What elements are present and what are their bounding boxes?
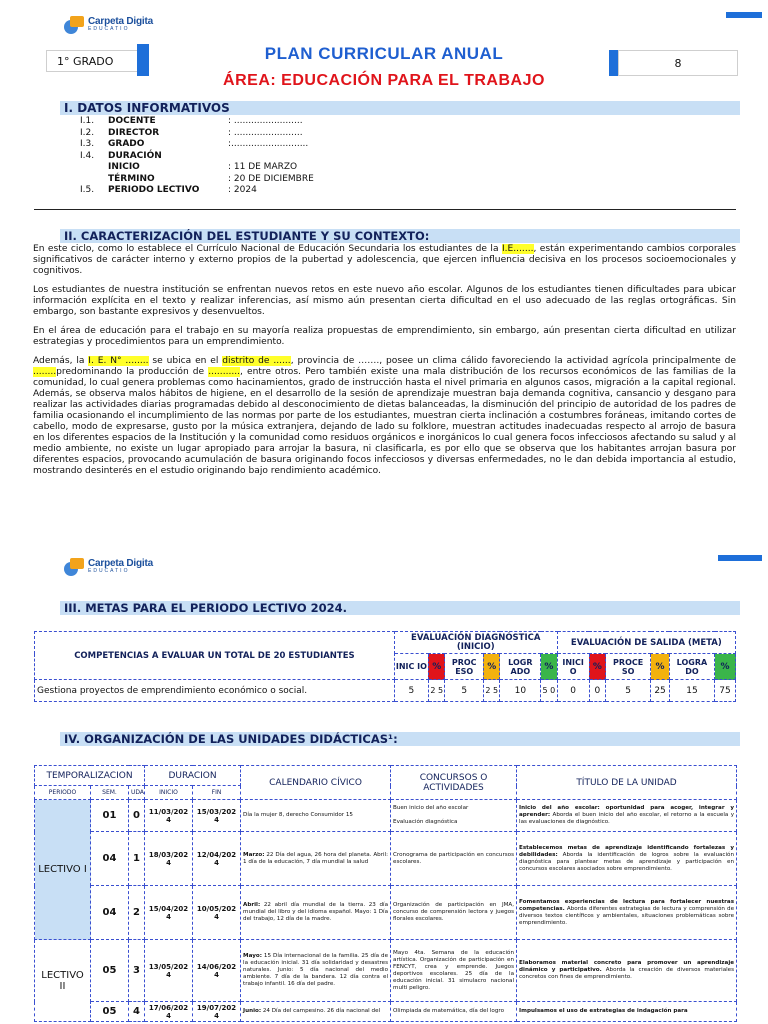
datos-row: I.1. DOCENTE : ........................ (80, 116, 303, 126)
section-divider (34, 209, 736, 210)
page-number: 8 (674, 56, 682, 70)
datos-row: I.3. GRADO :........................... (80, 139, 309, 149)
brand-name: Carpeta Digita (88, 15, 153, 27)
metas-row: Gestiona proyectos de emprendimiento económico o social. 5 2 5 5 2 5 10 5 0 0 0 5 25 15 75 (35, 680, 736, 702)
caracterizacion-body (33, 244, 736, 477)
corner-accent-bar (726, 12, 762, 18)
folder-globe-icon (64, 556, 84, 576)
grade-label: 1° GRADO (57, 54, 114, 68)
paragraph: Además, la I. E. N° ........ se ubica en el distrito de ......, provincia de ……., posee un clima cálido favoreciendo la actividad agrícola principalmente de ........predominando la producción de ..........., entre otros. Pero también existe una mala distribución de los recursos económicos de las familias de la comunidad, lo cual genera problemas como hacinamientos, grado de instrucción hasta el nivel primaria en algunos casos, migración a la capital regional. Además, se observa malos hábitos de higiene, en el desarrollo de la sesión de aprendizaje muestran baja demanda cognitiva, cansancio y desgano para realizar las actividades diarias programadas debido al desconocimiento de dietas balanceadas, la disminución del principio de autoridad de los padres de familia ocasionando el incumplimiento de las normas por parte de los estudiantes, muestran cierta inclinación a costumbres foráneas, imitando cortes de cabello, modo de expresarse, gusto por la música extranjera, dejando de lado su folklore, muestran actitudes inadecuadas respecto al arrojo de basura en los diferentes espacios de la Institución y la comunidad como residuos orgánicos e inorgánicos lo cual genera focos infecciosos afectando su salud y al medio ambiente, no existe un lugar apropiado para arrojar la basura, ni clasificarla, es por ello que se observa que los habitantes arrojan basura por diferentes espacios, provocando acumulación de basura originando focos infecciosos y diversas enfermedades, no le dan debida importancia al estudio, mostrando desinterés en el estudio originando bajo rendimiento académico. (33, 356, 736, 476)
folder-globe-icon (64, 14, 84, 34)
datos-row: INICIO : 11 DE MARZO (108, 162, 298, 172)
corner-accent-bar (718, 555, 762, 561)
lectivo-label: LECTIVO I (35, 800, 91, 940)
unidades-table: TEMPORALIZACION DURACION CALENDARIO CÍVICO CONCURSOS O ACTIVIDADES TÍTULO DE LA UNIDAD PERIODO SEM. UDA INICIO FIN LECTIVO I 01 0 11/03/202 4 15/03/202 4 Día la mujer 8, derecho Consumidor 15 Buen inicio del año escolar Evaluación diagnóstica Inicio del año escolar: oportunidad para acoger, integrar y aprender: Aborda el buen inicio del año escolar, el retorno a la escuela y las evaluaciones de diagnóstico. 04 1 18/03/202 4 12/04/202 4 Marzo: 22 Día del agua, 26 hora del planeta. Abril: 1 día de la educación, 7 día mundial la salud Cronograma de participación en concursos escolares. Establecemos metas de aprendizaje identificando fortalezas y debilidades: Aborda la identificación de logros sobre la evaluación diagnóstica para plantear metas de aprendizaje y participación en concursos escolares asociados sobre emprendimiento. 04 2 15/04/202 4 10/05/202 4 Abril: 22 abril día mundial de la tierra. 23 día mundial del libro y del idioma español. Mayo: 1 Día del trabajo, 12 día de la madre. Organización de participación en JMA, concurso de comprensión lectora y juegos florales escolares. Fomentamos experiencias de lectura para fortalecer nuestras competencias. Aborda diferentes estrategias de lectura y comprensión de diversos textos científicos y ambientales, situaciones problemáticas sobre emprendimiento. LECTIVO II 05 3 13/05/202 4 14/06/202 4 Mayo: 15 Día internacional de la familia. 25 día de la educación inicial. 31 día solidaridad y desastres naturales. Junio: 5 día nacional del medio ambiente. 7 día de la bandera. 12 día contra el trabajo infantil. 16 día del padre. Mayo 4ta. Semana de la educación artística. Organización de participación en FENCYT, crea y emprende. Juegos deportivos escolares. 25 día de la educación inicial. 31 simulacro nacional multi peligro. Elaboramos material concreto para promover un aprendizaje dinámico y participativo. Aborda la creación de diversos materiales concretos con fines de emprendimiento. 05 4 17/06/202 4 19/07/202 4 Junio: 24 Día del campesino. 26 día nacional del Olimpiada de matemática, día del logro Impulsamos el uso de estrategias de indagación para (34, 765, 737, 1022)
page-title: PLAN CURRICULAR ANUAL (264, 44, 504, 63)
area-title: ÁREA: EDUCACIÓN PARA EL TRABAJO (223, 72, 545, 89)
brand-logo-2: Carpeta Digita EDUCATIO (64, 556, 153, 576)
datos-list (80, 116, 314, 197)
paragraph: En este ciclo, como lo establece el Currículo Nacional de Educación Secundaria los estudiantes de la I.E......., están experimentando cambios corporales significativos de carácter interno y externo propios de la pubertad y adolescencia, que ejercen influencia decisiva en los procesos socioemocionales y cognitivos. (33, 244, 736, 276)
datos-row: I.5. PERIODO LECTIVO : 2024 (80, 185, 257, 195)
paragraph: En el área de educación para el trabajo en su mayoría realiza propuestas de emprendimiento, sin embargo, aún presentan cierta dificultad en utilizar estrategias y procedimientos para un emprendimiento. (33, 326, 736, 347)
page-number-box (618, 50, 738, 76)
metas-comp-header: COMPETENCIAS A EVALUAR UN TOTAL DE 20 ESTUDIANTES (35, 632, 395, 680)
unidad-row: 04 2 15/04/202 4 10/05/202 4 Abril: 22 abril día mundial de la tierra. 23 día mundial del libro y del idioma español. Mayo: 1 Día del trabajo, 12 día de la madre. Organización de participación en JMA, concurso de comprensión lectora y juegos florales escolares. Fomentamos experiencias de lectura para fortalecer nuestras competencias. Aborda diferentes estrategias de lectura y comprensión de diversos textos científicos y ambientales, situaciones problemáticas sobre emprendimiento. (35, 886, 737, 940)
unidad-row: 05 4 17/06/202 4 19/07/202 4 Junio: 24 Día del campesino. 26 día nacional del Olimpiada de matemática, día del logro Impulsamos el uso de estrategias de indagación para (35, 1002, 737, 1022)
paragraph: Los estudiantes de nuestra institución se enfrentan nuevos retos en este nuevo año escolar. Algunos de los estudiantes tienen dificultades para ubicar información explícita en el texto y realizar inferencias, así mismo aún presentan cierta dificultad en el uso adecuado de las reglas ortográficas. Sin embargo, son bastante expresivos y desenvueltos. (33, 285, 736, 317)
brand-logo (64, 14, 153, 34)
unidad-row: LECTIVO I 01 0 11/03/202 4 15/03/202 4 Día la mujer 8, derecho Consumidor 15 Buen inicio del año escolar Evaluación diagnóstica Inicio del año escolar: oportunidad para acoger, integrar y aprender: Aborda el buen inicio del año escolar, el retorno a la escuela y las evaluaciones de diagnóstico. (35, 800, 737, 832)
datos-row: TÉRMINO : 20 DE DICIEMBRE (108, 173, 314, 184)
unidades-heading: IV. ORGANIZACIÓN DE LAS UNIDADES DIDÁCTICAS¹: (60, 732, 740, 746)
metas-table: COMPETENCIAS A EVALUAR UN TOTAL DE 20 ESTUDIANTES EVALUACIÓN DIAGNÓSTICA (INICIO) EVALUACIÓN DE SALIDA (META) INIC IO % PROC ESO % LOGR ADO % INICI O % PROCE SO % LOGRA DO % Gestiona proyectos de emprendimiento económico o social. 5 2 5 5 2 5 10 5 0 0 0 5 25 15 75 (34, 631, 736, 702)
unidad-row: 04 1 18/03/202 4 12/04/202 4 Marzo: 22 Día del agua, 26 hora del planeta. Abril: 1 día de la educación, 7 día mundial la salud Cronograma de participación en concursos escolares. Establecemos metas de aprendizaje identificando fortalezas y debilidades: Aborda la identificación de logros sobre la evaluación diagnóstica para plantear metas de aprendizaje y participación en concursos escolares asociados sobre emprendimiento. (35, 832, 737, 886)
caracterizacion-heading: II. CARACTERIZACIÓN DEL ESTUDIANTE Y SU CONTEXTO: (60, 229, 740, 243)
datos-row: I.4. DURACIÓN (80, 150, 162, 161)
lectivo-label: LECTIVO II (35, 940, 91, 1022)
metas-diag-header: EVALUACIÓN DIAGNÓSTICA (INICIO) (394, 632, 557, 654)
metas-heading: III. METAS PARA EL PERIODO LECTIVO 2024. (60, 601, 740, 615)
brand-sub: EDUCATIO (88, 25, 130, 32)
datos-row: I.2. DIRECTOR : ........................ (80, 127, 303, 138)
datos-heading: I. DATOS INFORMATIVOS (60, 101, 740, 115)
unidad-row: LECTIVO II 05 3 13/05/202 4 14/06/202 4 Mayo: 15 Día internacional de la familia. 25 día de la educación inicial. 31 día solidaridad y desastres naturales. Junio: 5 día nacional del medio ambiente. 7 día de la bandera. 12 día contra el trabajo infantil. 16 día del padre. Mayo 4ta. Semana de la educación artística. Organización de participación en FENCYT, crea y emprende. Juegos deportivos escolares. 25 día de la educación inicial. 31 simulacro nacional multi peligro. Elaboramos material concreto para promover un aprendizaje dinámico y participativo. Aborda la creación de diversos materiales concretos con fines de emprendimiento. (35, 940, 737, 1002)
metas-salida-header: EVALUACIÓN DE SALIDA (META) (557, 632, 735, 654)
